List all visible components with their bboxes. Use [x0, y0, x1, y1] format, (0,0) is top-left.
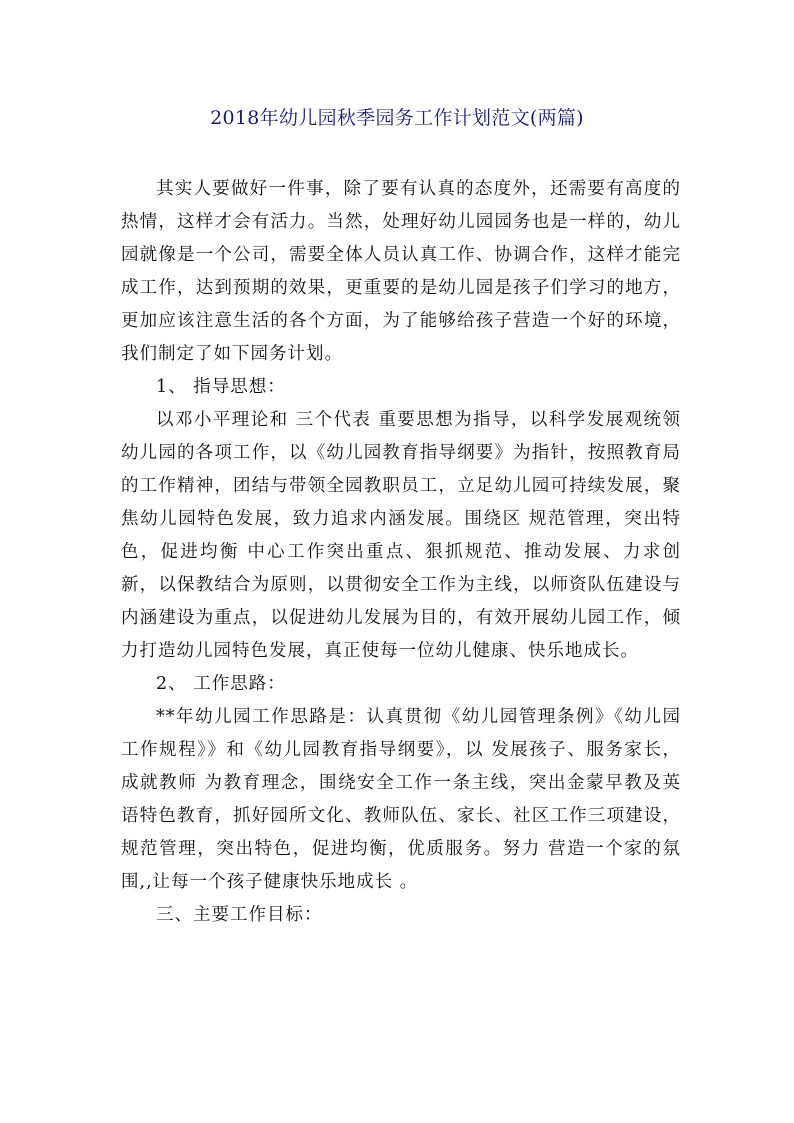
document-body [121, 173, 681, 932]
intro-paragraph: 其实人要做好一件事，除了要有认真的态度外，还需要有高度的热情，这样才会有活力。当然，处理好幼儿园园务也是一样的，幼儿园就像是一个公司，需要全体人员认真工作、协调合作，这样才能完成工作，达到预期的效果，更重要的是幼儿园是孩子们学习的地方，更加应该注意生活的各个方面，为了能够给孩子营造一个好的环境，我们制定了如下园务计划。 [121, 179, 681, 364]
document-title: 2018年幼儿园秋季园务工作计划范文(两篇) [210, 107, 584, 129]
work-approach-paragraph: **年幼儿园工作思路是：认真贯彻《幼儿园管理条例》《幼儿园工作规程》》和《幼儿园教育指导纲要》，以 发展孩子、服务家长，成就教师 为教育理念，围绕安全工作一条主线，突出金蒙早教及英语特色教育，抓好园所文化、教师队伍、家长、社区工作三项建设，规范管理，突出特色，促进均衡，优质服务。努力 营造一个家的氛围,,让每一个孩子健康快乐地成长 。 [121, 707, 681, 892]
section-heading-main-goals: 三、主要工作目标： [156, 905, 323, 925]
section-heading-work-approach: 2、 工作思路： [156, 674, 286, 694]
section-heading-guiding-ideology: 1、 指导思想： [156, 377, 286, 397]
guiding-ideology-paragraph: 以邓小平理论和 三个代表 重要思想为指导，以科学发展观统领幼儿园的各项工作，以《幼儿园教育指导纲要》为指针，按照教育局的工作精神，团结与带领全园教职员工，立足幼儿园可持续发展，聚焦幼儿园特色发展，致力追求内涵发展。围绕区 规范管理，突出特色，促进均衡 中心工作突出重点、狠抓规范、推动发展、力求创新，以保教结合为原则，以贯彻安全工作为主线，以师资队伍建设与内涵建设为重点，以促进幼儿发展为目的，有效开展幼儿园工作，倾力打造幼儿园特色发展，真正使每一位幼儿健康、快乐地成长。 [121, 410, 681, 661]
